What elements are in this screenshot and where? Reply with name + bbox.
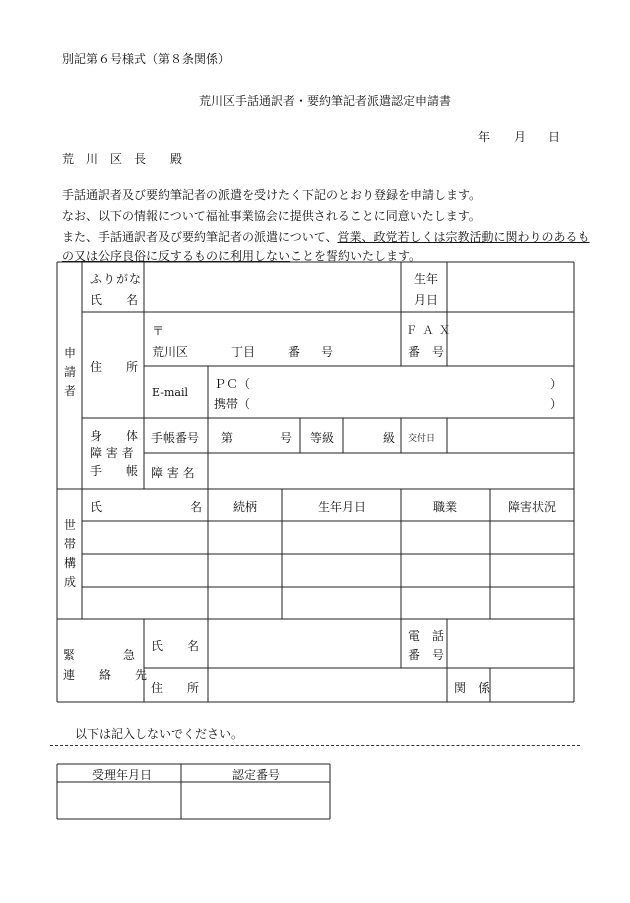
- ward-label: 荒川区: [152, 345, 189, 359]
- email-pc-field[interactable]: [250, 372, 545, 390]
- emergency-label-1: 緊 急: [63, 648, 136, 662]
- grade-label: 等級: [310, 431, 335, 445]
- household-section-label: 世帯構成: [63, 518, 76, 589]
- email-label: E-mail: [152, 386, 188, 399]
- household-header-disability: 障害状況: [508, 500, 557, 514]
- addressee: 荒 川 区 長 殿: [62, 152, 183, 166]
- applicant-section-label: 申請者: [63, 346, 76, 398]
- date-year-label: 年: [478, 130, 491, 144]
- intro-line-3b: 営業、政党若しくは宗教活動に関わりのあるも: [337, 230, 590, 244]
- household-header-relation: 続柄: [233, 500, 258, 514]
- date-day-label: 日: [548, 130, 561, 144]
- emergency-name-label: 氏 名: [151, 639, 200, 653]
- email-mobile-field[interactable]: [250, 393, 545, 411]
- cert-number-header: 認定番号: [232, 768, 281, 782]
- emergency-relation-label: 関 係: [454, 681, 491, 695]
- household-header-name-a: 氏: [90, 500, 103, 514]
- disability-name-field[interactable]: [209, 454, 573, 488]
- birth-date-field[interactable]: [448, 263, 573, 311]
- emergency-label-2: 連 絡 先: [63, 668, 148, 682]
- intro-line-2: なお、以下の情報について福祉事業協会に提供されることに同意いたします。: [62, 209, 481, 223]
- emergency-phone-field[interactable]: [448, 620, 573, 667]
- book-number-label: 手帳番号: [151, 431, 200, 445]
- applicant-name-label: 氏 名: [90, 293, 139, 307]
- cut-line: [50, 745, 580, 746]
- book-dai-label: 第: [221, 431, 234, 445]
- household-header-job: 職業: [433, 500, 458, 514]
- form-title: 荒川区手話通訳者・要約筆記者派遣認定申請書: [199, 94, 452, 108]
- book-go-label: 号: [280, 431, 293, 445]
- email-mobile-label: 携帯（: [214, 397, 251, 411]
- household-header-dob: 生年月日: [318, 500, 367, 514]
- issued-date-label: 交付日: [408, 434, 436, 444]
- ban-label: 番: [288, 345, 301, 359]
- postal-mark: 〒: [152, 324, 165, 338]
- emergency-name-field[interactable]: [209, 620, 400, 667]
- email-mobile-close: ）: [550, 397, 563, 411]
- birth-label-2: 月日: [414, 293, 439, 307]
- date-month-label: 月: [514, 130, 527, 144]
- emergency-phone-label-2: 番 号: [408, 648, 445, 662]
- go-label: 号: [321, 345, 334, 359]
- household-header-name-b: 名: [190, 500, 203, 514]
- disability-label-2: 障 害 者: [90, 446, 134, 460]
- email-pc-label: ＰＣ（: [214, 377, 251, 391]
- emergency-relation-field[interactable]: [491, 669, 573, 701]
- email-pc-close: ）: [550, 377, 563, 391]
- furigana-label: ふりがな: [90, 272, 143, 286]
- chome-label: 丁目: [231, 345, 256, 359]
- disability-name-label: 障 害 名: [151, 466, 195, 480]
- intro-line-1: 手話通訳者及び要約筆記者の派遣を受けたく下記のとおり登録を申請します。: [62, 188, 482, 202]
- intro-line-3a: また、手話通訳者及び要約筆記者の派遣について、: [62, 230, 338, 244]
- intro-line-4a: の又は公序良俗に反するものに利用しない: [62, 249, 291, 263]
- applicant-name-field[interactable]: [145, 263, 400, 311]
- intro-line-4b: ことを誓約いたします。: [290, 249, 422, 263]
- fax-field[interactable]: [448, 313, 573, 365]
- grade-kyu-label: 級: [383, 431, 396, 445]
- birth-label-1: 生年: [414, 272, 439, 286]
- issued-date-field[interactable]: [448, 419, 573, 452]
- received-date-header: 受理年月日: [92, 768, 153, 782]
- emergency-address-label: 住 所: [151, 681, 200, 695]
- disability-label-1: 身 体: [90, 429, 139, 443]
- disability-label-3: 手 帳: [90, 464, 139, 478]
- form-reference: 別記第６号様式（第８条関係）: [62, 52, 231, 66]
- emergency-address-field[interactable]: [209, 669, 446, 701]
- fax-label-2: 番 号: [408, 345, 445, 359]
- fax-label-1: Ｆ Ａ Ｘ: [406, 324, 451, 337]
- address-label: 住 所: [90, 360, 139, 374]
- office-notice: 以下は記入しないでください。: [75, 727, 244, 741]
- emergency-phone-label-1: 電 話: [408, 629, 445, 643]
